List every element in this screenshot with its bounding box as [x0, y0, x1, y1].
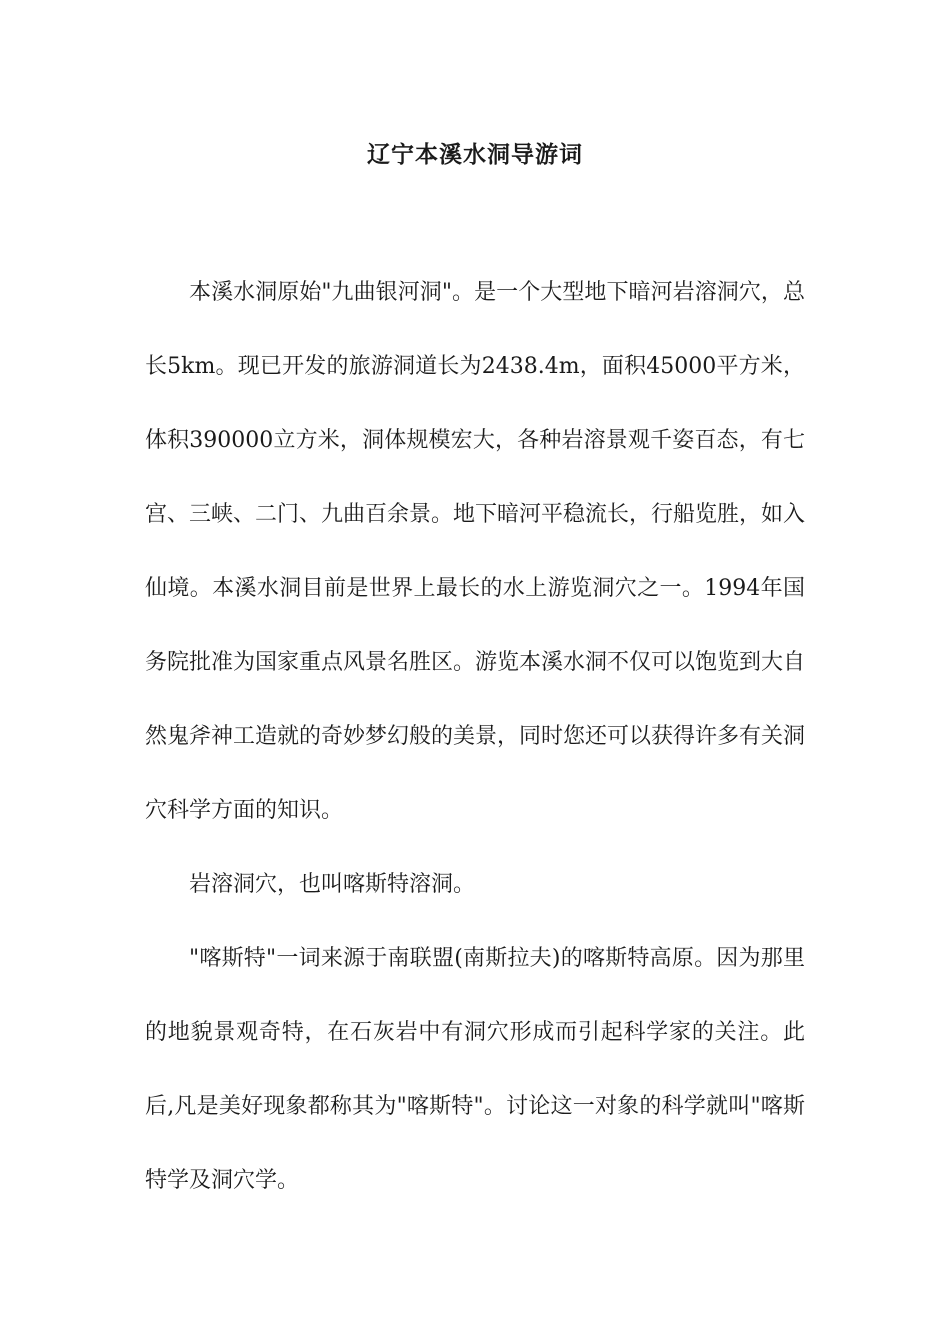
document-title: 辽宁本溪水洞导游词	[367, 141, 583, 168]
paragraph-intro: 本溪水洞原始"九曲银河洞"。是一个大型地下暗河岩溶洞穴，总长5km。现已开发的旅游洞道长为2438.4m，面积45000平方米，体积390000立方米，洞体规模宏大，各种岩溶景观千姿百态，有七宫、三峡、二门、九曲百余景。地下暗河平稳流长，行船览胜，如入仙境。本溪水洞目前是世界上最长的水上游览洞穴之一。1994年国务院批准为国家重点风景名胜区。游览本溪水洞不仅可以饱览到大自然鬼斧神工造就的奇妙梦幻般的美景，同时您还可以获得许多有关洞穴科学方面的知识。	[145, 280, 806, 823]
document-body	[145, 256, 805, 1218]
paragraph-karst-cave: 岩溶洞穴，也叫喀斯特溶洞。	[189, 872, 476, 897]
paragraph-karst-origin: "喀斯特"一词来源于南联盟(南斯拉夫)的喀斯特高原。因为那里的地貌景观奇特，在石灰岩中有洞穴形成而引起科学家的关注。此后,凡是美好现象都称其为"喀斯特"。讨论这一对象的科学就叫"喀斯特学及洞穴学。	[145, 946, 805, 1193]
